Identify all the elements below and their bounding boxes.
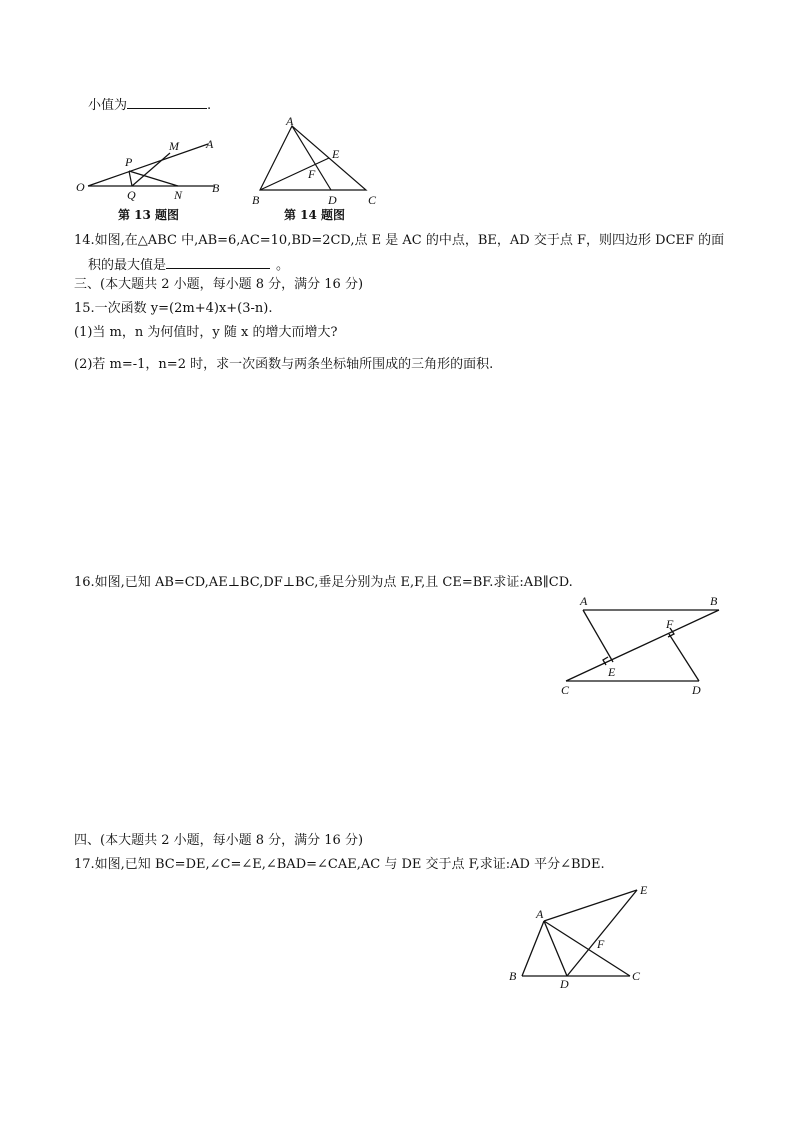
segment-ae (544, 890, 637, 921)
fig13-label-b: B (212, 181, 220, 195)
fig14-label-c: C (368, 193, 377, 207)
segment-pn (129, 171, 178, 186)
fig17-label-f: F (597, 937, 605, 951)
fig14-label-d: D (328, 193, 337, 207)
fig16-label-b: B (710, 594, 718, 608)
segment-de (567, 890, 637, 976)
q14-text: 积的最大值是 (88, 258, 167, 273)
q17-stem: 17.如图,已知 BC=DE,∠C=∠E,∠BAD=∠CAE,AC 与 DE 交于点 F,求证:AD 平分∠BDE. (74, 857, 605, 872)
segment-be (260, 158, 329, 190)
fig16-label-d: D (692, 683, 701, 697)
fig13-label-m: M (169, 139, 179, 153)
fig17-label-a: A (536, 907, 544, 921)
q13-answer-line (88, 94, 211, 115)
segment-ac (544, 921, 630, 976)
fig14-caption: 第 14 题图 (284, 208, 346, 222)
fig17-label-e: E (640, 883, 648, 897)
q13-answer-blank[interactable] (127, 94, 207, 109)
q14-line2 (88, 254, 289, 275)
fig16-label-f: F (666, 617, 674, 631)
segment-df (669, 634, 699, 681)
fig14-label-e: E (332, 147, 340, 161)
q13-end: . (207, 98, 212, 113)
fig16-label-e: E (608, 665, 616, 679)
section-4-heading: 四、(本大题共 2 小题，每小题 8 分，满分 16 分) (74, 833, 364, 848)
q16-stem: 16.如图,已知 AB=CD,AE⊥BC,DF⊥BC,垂足分别为点 E,F,且 CE=BF.求证:AB∥CD. (74, 575, 573, 590)
q13-text: 小值为 (88, 98, 128, 113)
segment-qm (132, 153, 170, 186)
q15-part1: (1)当 m，n 为何值时，y 随 x 的增大而增大? (74, 325, 338, 340)
figure-13 (74, 136, 234, 206)
fig17-label-d: D (560, 977, 569, 991)
fig14-label-f: F (308, 167, 316, 181)
section-3-heading: 三、(本大题共 2 小题，每小题 8 分，满分 16 分) (74, 277, 364, 292)
fig13-label-a: A (206, 137, 214, 151)
q14-answer-blank[interactable] (166, 254, 270, 269)
segment-ab (522, 921, 544, 976)
fig16-label-c: C (561, 683, 570, 697)
fig16-label-a: A (580, 594, 588, 608)
figure-14 (248, 116, 388, 211)
fig14-label-b: B (252, 193, 260, 207)
fig17-label-b: B (509, 969, 517, 983)
fig14-label-a: A (286, 114, 294, 128)
ray-oa (88, 144, 208, 186)
fig13-label-q: Q (127, 188, 136, 202)
fig13-label-o: O (76, 180, 85, 194)
q14-end: 。 (276, 258, 290, 273)
fig17-label-c: C (632, 969, 641, 983)
segment-ad (544, 921, 567, 976)
figure-16 (556, 592, 736, 704)
fig13-caption: 第 13 题图 (118, 208, 180, 222)
fig13-label-n: N (174, 188, 183, 202)
figure-17 (504, 880, 664, 990)
segment-ae (583, 610, 613, 662)
q15-stem: 15.一次函数 y=(2m+4)x+(3-n). (74, 301, 273, 316)
segment-pq (129, 171, 132, 186)
q14-line1: 14.如图,在△ABC 中,AB=6,AC=10,BD=2CD,点 E 是 AC 的中点，BE，AD 交于点 F，则四边形 DCEF 的面 (74, 233, 725, 248)
q15-part2: (2)若 m=-1，n=2 时，求一次函数与两条坐标轴所围成的三角形的面积. (74, 357, 494, 372)
fig13-label-p: P (125, 155, 133, 169)
